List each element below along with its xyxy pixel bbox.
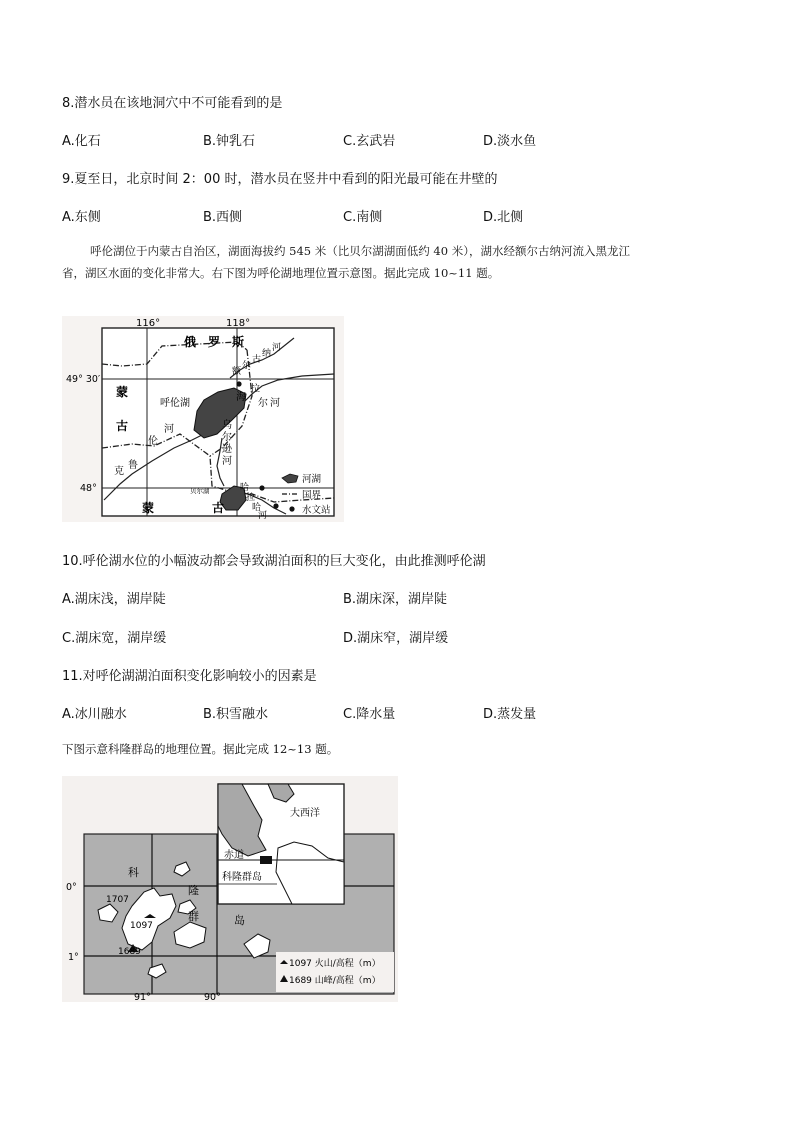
hailaer-char-4: 河 — [270, 398, 280, 409]
kelulun-char-2: 鲁 — [128, 460, 138, 471]
halaha-char-2: 拉 — [246, 493, 256, 503]
question-11-stem: 11.对呼伦湖湖泊面积变化影响较小的因素是 — [62, 669, 317, 684]
passage-line-1: 呼伦湖位于内蒙古自治区，湖面海拔约 545 米（比贝尔湖湖面低约 40 米），湖水经额尔古纳河流入黑龙江 — [90, 244, 630, 258]
ergun-char-3: 古 — [252, 355, 262, 365]
kelulun-char-4: 河 — [164, 424, 174, 435]
wuerxun-char-4: 河 — [222, 456, 232, 467]
passage-hulun-lake — [62, 240, 742, 284]
hailaer-char-3: 尔 — [258, 398, 268, 409]
q9-option-c: C.南侧 — [343, 210, 383, 225]
q10-option-a: A.湖床浅，湖岸陡 — [62, 592, 166, 607]
q8-option-a: A.化石 — [62, 134, 101, 149]
q11-option-d: D.蒸发量 — [483, 707, 537, 722]
q8-option-d: D.淡水鱼 — [483, 134, 537, 149]
map2-lon-90: 90° — [204, 992, 221, 1002]
wuerxun-char-3: 逊 — [222, 444, 232, 455]
q10-option-b: B.湖床深，湖岸陡 — [343, 592, 448, 607]
map2-lat-0: 0° — [66, 882, 77, 893]
mongolia-bottom-char-2: 古 — [212, 501, 225, 515]
wuerxun-char-2: 尔 — [222, 432, 232, 443]
map1-lat-49-30: 49° 30′ — [66, 374, 101, 385]
hailaer-char-2: 拉 — [250, 384, 260, 395]
hulun-lake-map — [62, 316, 344, 522]
kelulun-char-3: 伦 — [148, 436, 158, 447]
question-10-stem: 10.呼伦湖水位的小幅波动都会导致湖泊面积的巨大变化，由此推测呼伦湖 — [62, 554, 486, 569]
q9-option-b: B.西侧 — [203, 210, 243, 225]
ergun-char-5: 河 — [272, 343, 282, 353]
wuerxun-char-1: 乌 — [222, 420, 232, 431]
q10-option-d: D.湖床窄，湖岸缓 — [343, 631, 449, 646]
q8-option-b: B.钟乳石 — [203, 134, 256, 149]
elev-1689-label: 1689 — [118, 947, 141, 957]
hydro-station-1 — [236, 381, 241, 386]
halaha-char-1: 哈 — [240, 483, 250, 493]
buir-lake-label: 贝尔湖 — [190, 487, 210, 495]
ergun-char-4: 纳 — [262, 349, 272, 359]
question-8-stem: 8.潜水员在该地洞穴中不可能看到的是 — [62, 96, 283, 111]
archipelago-char-4: 岛 — [234, 914, 245, 927]
elev-1707-label: 1707 — [106, 895, 129, 905]
q11-option-a: A.冰川融水 — [62, 707, 127, 722]
elev-1097-label: 1097 — [130, 921, 153, 931]
map2-inset — [218, 784, 344, 904]
hulun-lake-label: 呼伦湖 — [160, 398, 190, 409]
q11-option-c: C.降水量 — [343, 707, 396, 722]
legend-station-icon — [289, 506, 294, 511]
archipelago-char-1: 科 — [128, 866, 139, 879]
inset-galapagos-box — [260, 856, 272, 864]
hydro-station-3 — [273, 503, 278, 508]
halaha-char-4: 河 — [258, 511, 268, 521]
kelulun-char-1: 克 — [114, 466, 124, 477]
hailaer-char-1: 海 — [236, 392, 246, 403]
inset-atlantic-label: 大西洋 — [290, 808, 320, 819]
q10-option-c: C.湖床宽，湖岸缓 — [62, 631, 167, 646]
q8-option-c: C.玄武岩 — [343, 134, 396, 149]
q9-option-a: A.东侧 — [62, 210, 101, 225]
russia-char-2: 罗 — [208, 335, 221, 349]
hydro-station-2 — [259, 485, 264, 490]
legend-border-label: 国界 — [302, 490, 322, 501]
map1-lon-116: 116° — [136, 318, 161, 329]
legend-station-label: 水文站 — [302, 505, 331, 516]
mongolia-top-char-2: 古 — [116, 419, 129, 433]
map1-lon-118: 118° — [226, 318, 251, 329]
question-9-stem: 9.夏至日，北京时间 2：00 时，潜水员在竖井中看到的阳光最可能在井壁的 — [62, 172, 498, 187]
map2-lon-91: 91° — [134, 992, 151, 1002]
legend-lake-label: 河湖 — [302, 474, 322, 485]
ergun-char-2: 尔 — [242, 361, 252, 371]
intro-galapagos: 下图示意科隆群岛的地理位置。据此完成 12~13 题。 — [62, 742, 339, 756]
inset-equator-label: 赤道 — [224, 850, 244, 861]
map1-lat-48: 48° — [80, 483, 97, 494]
map2-lat-1: 1° — [68, 952, 79, 963]
passage-line-2: 省，湖区水面的变化非常大。右下图为呼伦湖地理位置示意图。据此完成 10~11 题。 — [62, 266, 500, 280]
russia-char-1: 俄 — [184, 335, 197, 349]
map2-legend — [276, 952, 394, 992]
halaha-char-3: 哈 — [252, 503, 262, 513]
mongolia-top-char-1: 蒙 — [116, 385, 129, 399]
galapagos-map — [62, 776, 398, 1002]
q9-option-d: D.北侧 — [483, 210, 524, 225]
archipelago-char-3: 群 — [188, 910, 199, 923]
mongolia-bottom-char-1: 蒙 — [142, 501, 155, 515]
ergun-char-1: 额 — [232, 367, 242, 377]
legend-peak-label: 1689 山峰/高程（m） — [289, 976, 381, 986]
q11-option-b: B.积雪融水 — [203, 707, 269, 722]
inset-galapagos-label: 科隆群岛 — [222, 872, 262, 883]
archipelago-char-2: 隆 — [188, 884, 199, 897]
legend-volcano-label: 1097 火山/高程（m） — [289, 959, 381, 969]
russia-char-3: 斯 — [232, 335, 245, 349]
